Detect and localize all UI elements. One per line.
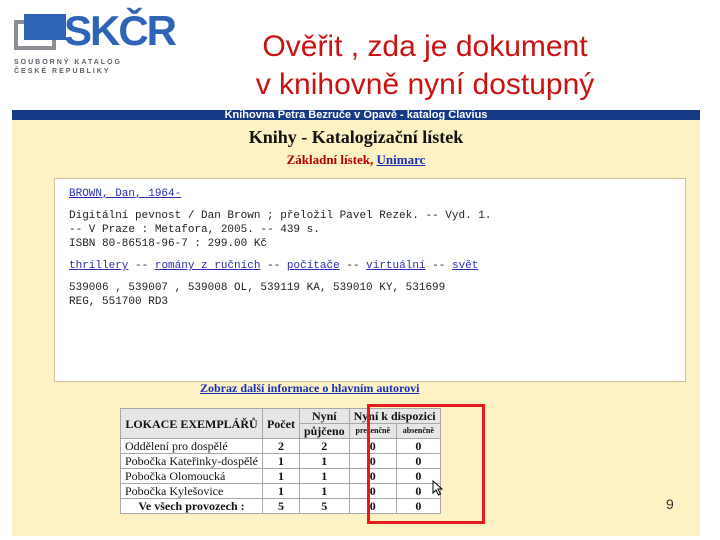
logo-text: SKČR: [64, 7, 176, 54]
slide-title: [175, 28, 675, 104]
absence-header: absenčně: [396, 424, 440, 439]
count-header: Počet: [262, 409, 299, 439]
total-loaned: 5: [299, 499, 349, 514]
location-cell: Oddělení pro dospělé: [121, 439, 263, 454]
location-header: LOKACE EXEMPLÁŘŮ: [121, 409, 263, 439]
logo-subtitle-line1: SOUBORNÝ KATALOG: [14, 59, 122, 66]
total-label: Ve všech provozech :: [121, 499, 263, 514]
subject-separator: --: [135, 260, 149, 272]
absence-cell: 0: [396, 439, 440, 454]
count-cell: 1: [262, 469, 299, 484]
link-separator: ,: [370, 152, 374, 167]
author-info-link[interactable]: Zobraz další informace o hlavním autorovi: [200, 381, 420, 395]
title-line: Digitální pevnost / Dan Brown ; přeložil Pavel Rezek. -- Vyd. 1.: [69, 210, 492, 222]
logo-subtitle-line2: ČESKÉ REPUBLIKY: [14, 68, 111, 75]
record-view-links: [12, 152, 700, 168]
catalog-screenshot: [12, 110, 700, 536]
count-cell: 1: [262, 484, 299, 499]
unimarc-link[interactable]: Unimarc: [376, 152, 426, 167]
slide-title-line1: Ověřit , zda je dokument: [262, 30, 588, 63]
loaned-header: půjčeno: [299, 424, 349, 439]
total-count: 5: [262, 499, 299, 514]
location-cell: Pobočka Olomoucká: [121, 469, 263, 484]
subject-link[interactable]: svět: [451, 260, 479, 272]
loaned-cell: 1: [299, 469, 349, 484]
page-number: 9: [666, 496, 674, 512]
total-absence: 0: [396, 499, 440, 514]
presence-cell: 0: [349, 484, 396, 499]
presence-cell: 0: [349, 454, 396, 469]
count-cell: 1: [262, 454, 299, 469]
mouse-cursor-icon: [432, 480, 446, 496]
absence-cell: 0: [396, 469, 440, 484]
subject-separator: --: [346, 260, 360, 272]
skcr-logo: [0, 0, 176, 92]
presence-cell: 0: [349, 439, 396, 454]
subject-separator: --: [267, 260, 281, 272]
highlight-box: [367, 404, 485, 524]
location-cell: Pobočka Kylešovice: [121, 484, 263, 499]
right-decoration: [700, 110, 720, 540]
loaned-cell: 2: [299, 439, 349, 454]
slide-title-line2: v knihovně nyní dostupný: [255, 68, 595, 101]
subject-separator: --: [432, 260, 446, 272]
basic-card-link[interactable]: Základní lístek: [286, 152, 371, 167]
presence-header: prezenčně: [349, 424, 396, 439]
absence-cell: 0: [396, 484, 440, 499]
subject-link[interactable]: romány z ručních: [154, 260, 261, 272]
loaned-cell: 1: [299, 454, 349, 469]
subject-link[interactable]: thrillery: [69, 260, 129, 272]
monitor-icon: [14, 14, 66, 54]
subject-link[interactable]: virtuální: [366, 260, 426, 272]
now-header: Nyní: [299, 409, 349, 424]
catalog-card: [54, 178, 686, 382]
logo-subtitle: [14, 58, 144, 76]
absence-cell: 0: [396, 454, 440, 469]
location-cell: Pobočka Kateřinky-dospělé: [121, 454, 263, 469]
holdings-line: 539006 , 539007 , 539008 OL, 539119 KA, 539010 KY, 531699: [69, 282, 446, 294]
total-presence: 0: [349, 499, 396, 514]
author-link[interactable]: BROWN, Dan, 1964-: [69, 188, 182, 200]
presence-cell: 0: [349, 469, 396, 484]
subject-line: [69, 259, 478, 273]
catalog-heading: Knihy - Katalogizační lístek: [248, 127, 464, 147]
catalog-header-bar: Knihovna Petra Bezruče v Opavě - katalog Clavius: [12, 110, 700, 120]
holdings-line: REG, 551700 RD3: [69, 296, 169, 308]
subject-link[interactable]: počítače: [286, 260, 340, 272]
left-decoration: [0, 100, 12, 540]
count-cell: 2: [262, 439, 299, 454]
isbn-line: ISBN 80-86518-96-7 : 299.00 Kč: [69, 238, 268, 250]
loaned-cell: 1: [299, 484, 349, 499]
imprint-line: -- V Praze : Metafora, 2005. -- 439 s.: [69, 224, 320, 236]
available-header: Nyní k dispozici: [349, 409, 440, 424]
